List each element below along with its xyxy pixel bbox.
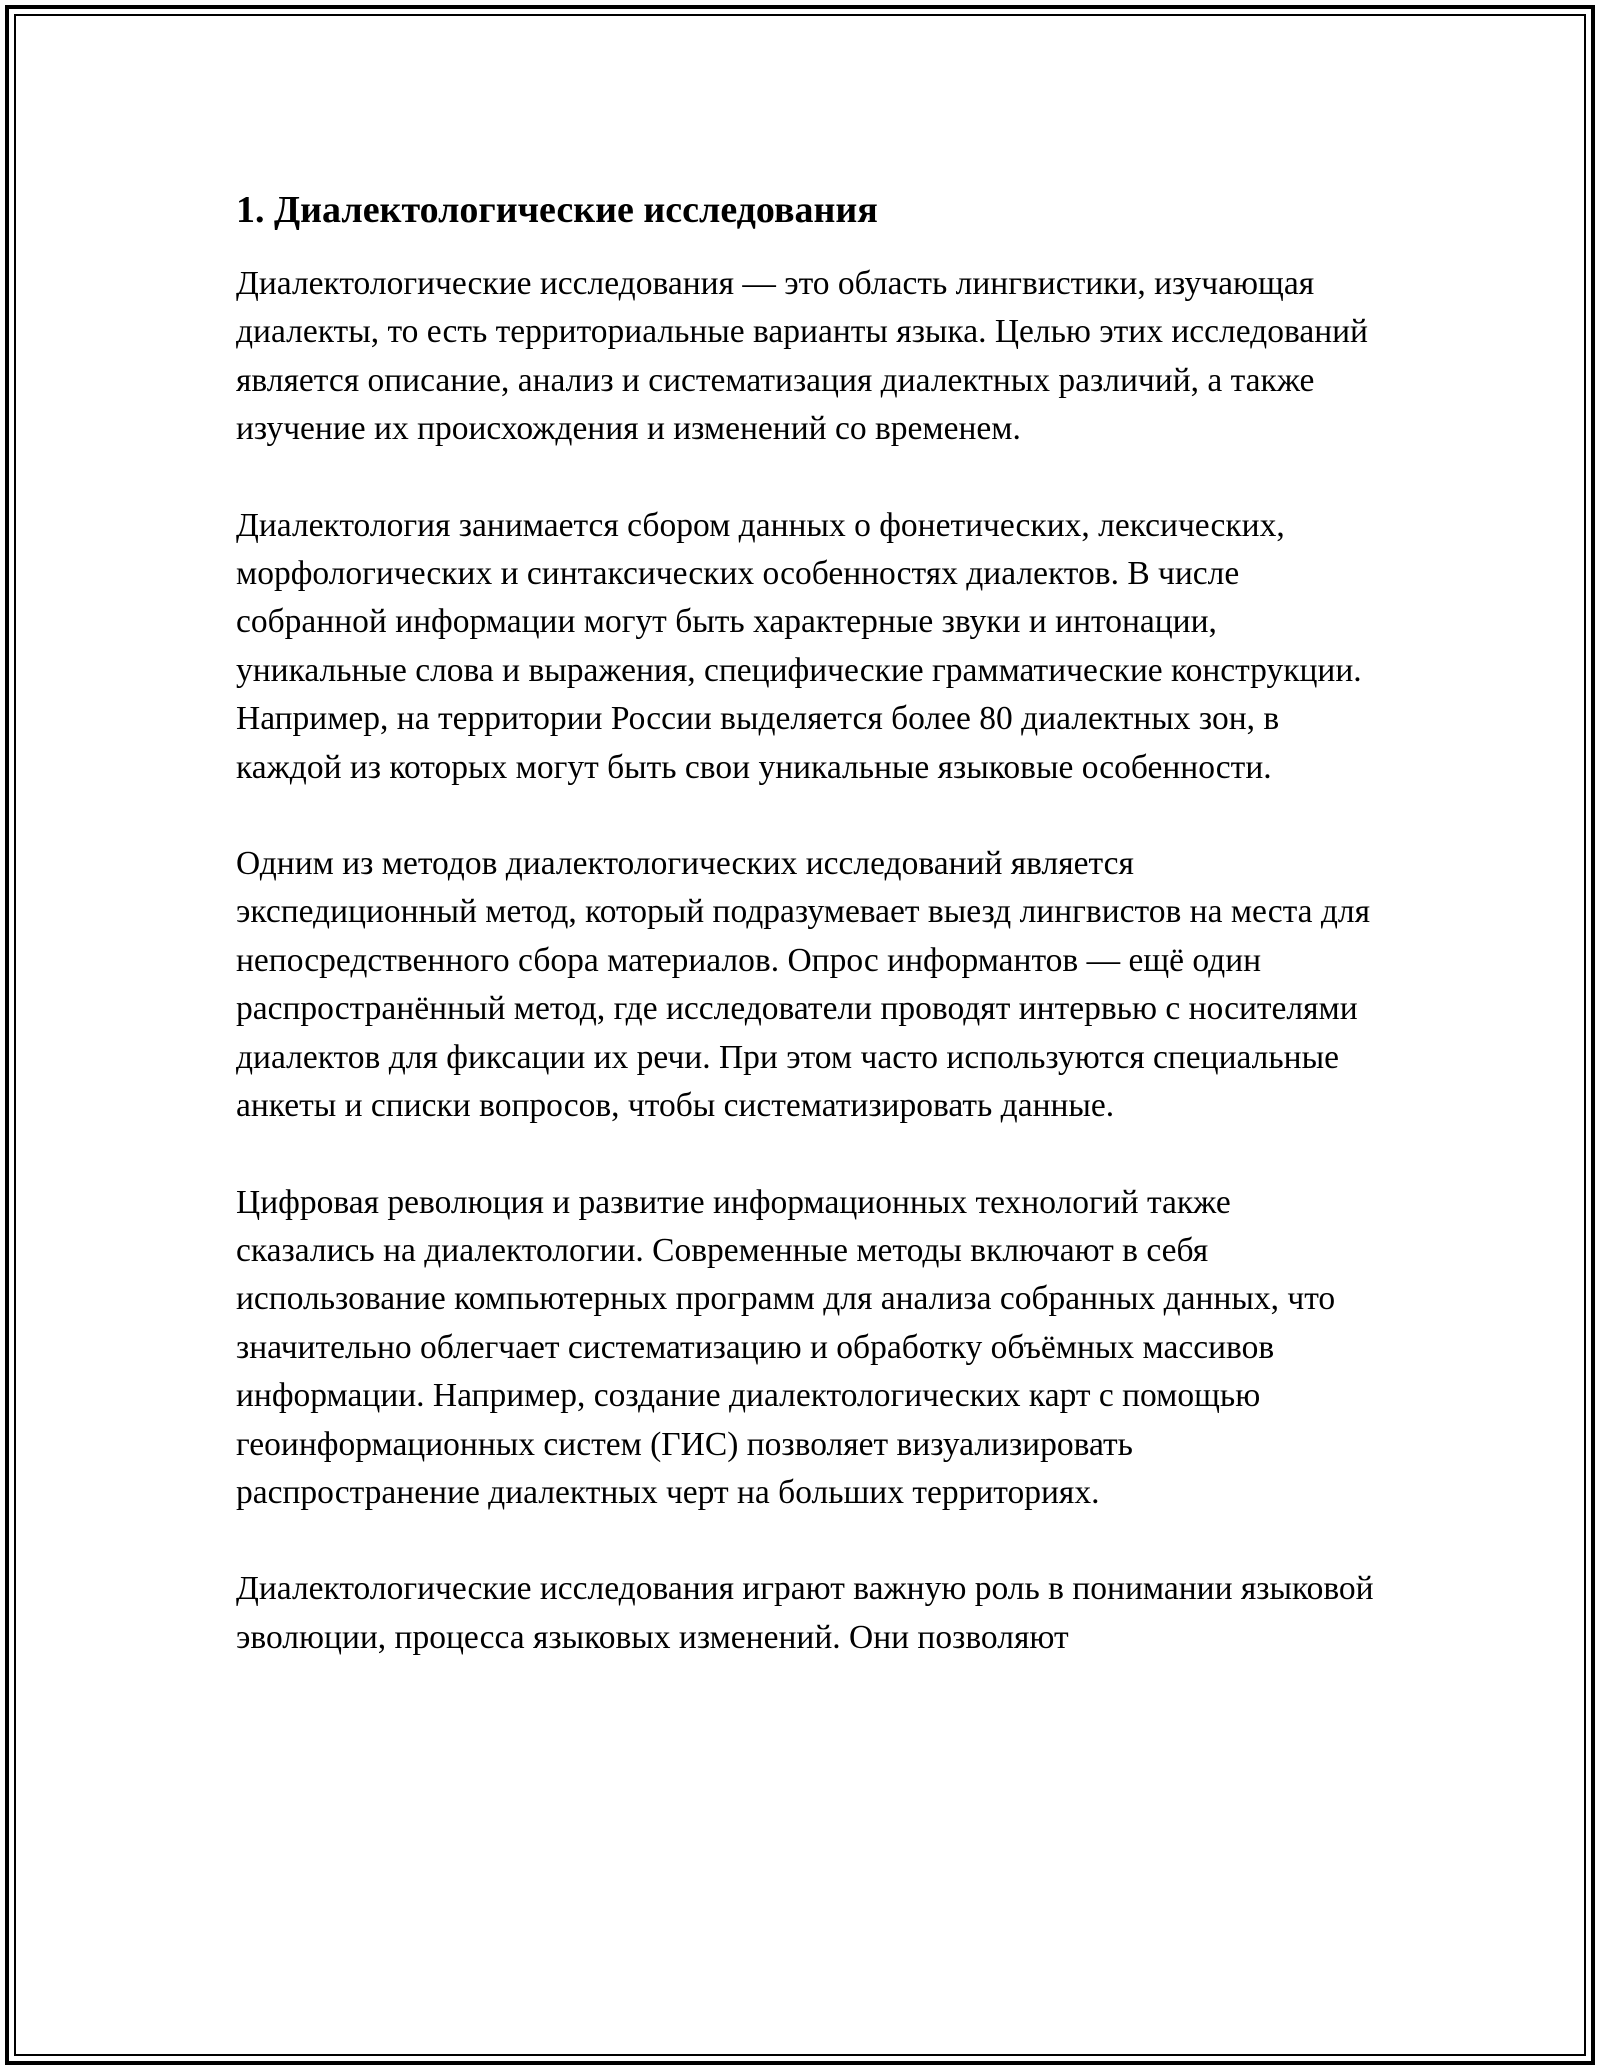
paragraph-importance: Диалектологические исследования играют важную роль в понимании языковой эволюции, процесса языковых изменений. Они позволяют bbox=[236, 1570, 1374, 1656]
paragraph-methods: Одним из методов диалектологических исследований является экспедиционный метод, который подразумевает выезд лингвистов на места для непосредственного сбора материалов. Опрос информантов — ещё один распространённый метод, где исследователи проводят интервью с носителями диалектов для фиксации их речи. При этом часто используются специальные анкеты и списки вопросов, чтобы систематизировать данные. bbox=[236, 845, 1371, 1125]
document-body bbox=[236, 186, 1376, 1710]
section-heading: 1. Диалектологические исследования bbox=[236, 189, 878, 231]
paragraph-data-collection: Диалектология занимается сбором данных о фонетических, лексических, морфологических и синтаксических особенностях диалектов. В числе собранной информации могут быть характерные звуки и интонации, уникальные слова и выражения, специфические грамматические конструкции. Например, на территории России выделяется более 80 диалектных зон, в каждой из которых могут быть свои уникальные языковые особенности. bbox=[236, 506, 1362, 786]
paragraph-digital-revolution: Цифровая революция и развитие информационных технологий также сказались на диалектологии. Современные методы включают в себя использование компьютерных программ для анализа собранных данных, что значительно облегчает систематизацию и обработку объёмных массивов информации. Например, создание диалектологических карт с помощью геоинформационных систем (ГИС) позволяет визуализировать распространение диалектных черт на больших территориях. bbox=[236, 1183, 1336, 1511]
paragraph-definition: Диалектологические исследования — это область лингвистики, изучающая диалекты, то есть территориальные варианты языка. Целью этих исследований является описание, анализ и систематизация диалектных различий, а также изучение их происхождения и изменений со временем. bbox=[236, 265, 1368, 448]
